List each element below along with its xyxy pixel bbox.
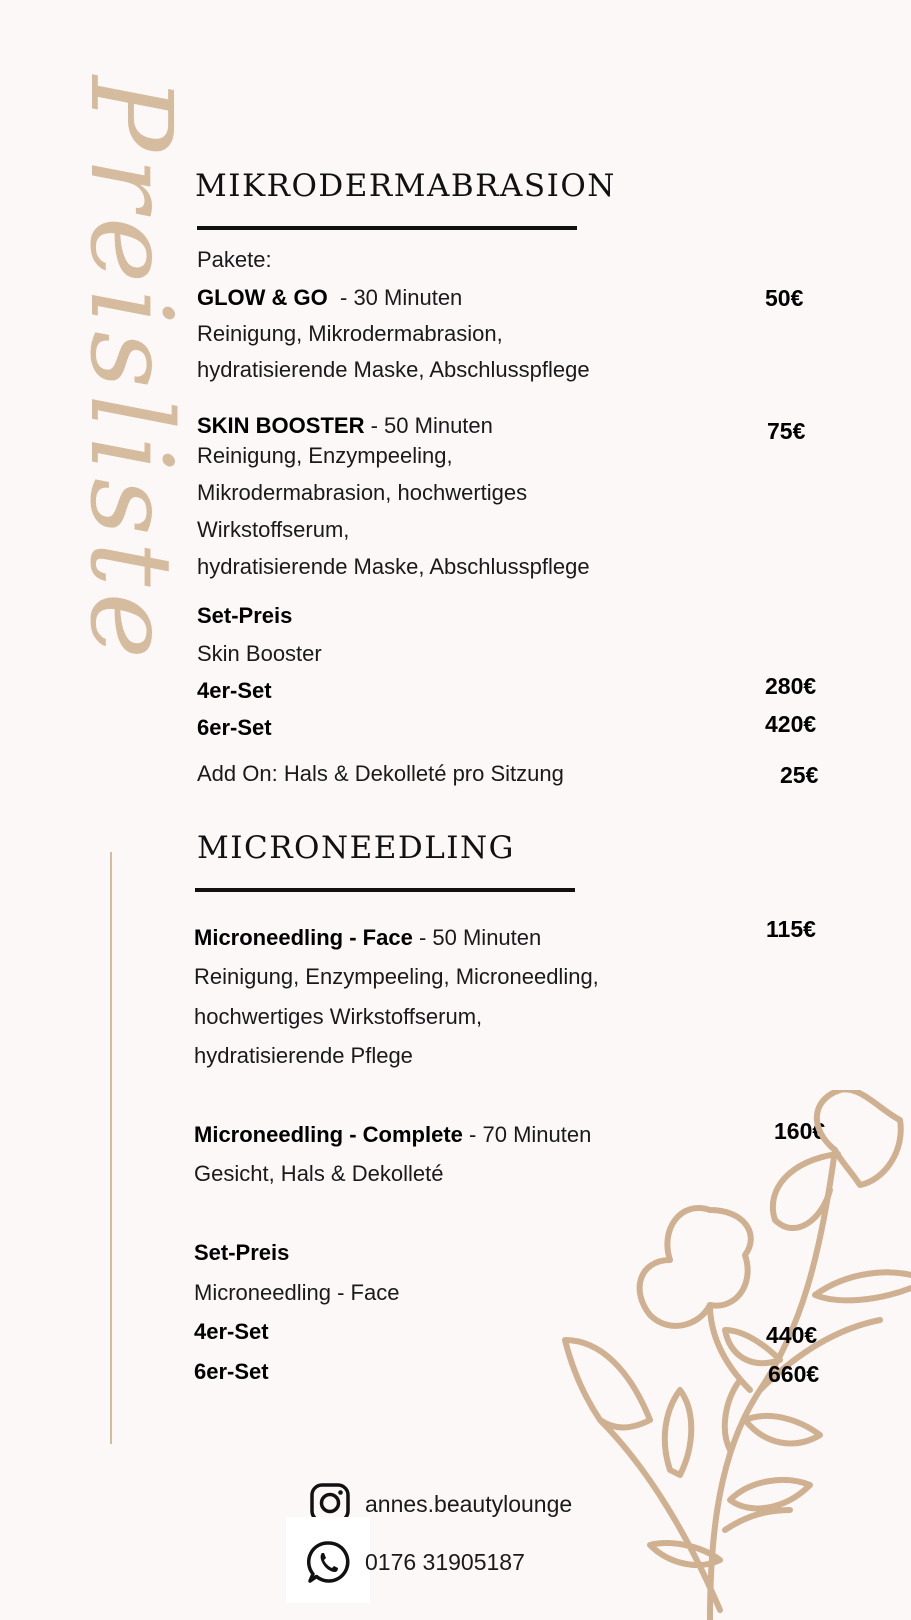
skin-desc-3: Wirkstoffserum,: [197, 517, 350, 542]
face-desc-3: hydratisierende Pflege: [194, 1043, 413, 1068]
botanical-decoration: [560, 1090, 911, 1620]
glow-duration: - 30 Minuten: [340, 285, 463, 310]
addon-label: Add On: Hals & Dekolleté pro Sitzung: [197, 761, 564, 786]
micro-set-subtitle: Microneedling - Face: [194, 1280, 400, 1305]
face-desc-2: hochwertiges Wirkstoffserum,: [194, 1004, 483, 1029]
micro-set-6-price: 660€: [768, 1361, 820, 1387]
complete-price: 160€: [774, 1118, 826, 1144]
skin-desc-2: Mikrodermabrasion, hochwertiges: [197, 480, 528, 505]
addon-price: 25€: [780, 762, 819, 788]
face-desc-1: Reinigung, Enzympeeling, Microneedling,: [194, 964, 599, 989]
mikro-set-title: Set-Preis: [197, 603, 293, 628]
glow-name: GLOW & GO: [197, 285, 328, 310]
glow-desc-2: hydratisierende Maske, Abschlusspflege: [197, 357, 590, 382]
face-line: [194, 920, 541, 956]
instagram-handle[interactable]: annes.beautylounge: [365, 1491, 573, 1517]
face-price: 115€: [766, 916, 816, 942]
mikro-set-6: 6er-Set: [197, 715, 272, 740]
face-duration: - 50 Minuten: [418, 925, 542, 950]
complete-duration: - 70 Minuten: [469, 1122, 592, 1147]
mikro-set-4-price: 280€: [765, 673, 817, 699]
side-divider: [110, 852, 112, 1444]
phone-number[interactable]: 0176 31905187: [365, 1549, 525, 1575]
micro-set-title: Set-Preis: [194, 1240, 290, 1265]
side-title: [60, 60, 200, 800]
mikro-set-4: 4er-Set: [197, 678, 272, 703]
side-title-text: Preisliste: [65, 76, 195, 665]
whatsapp-icon: [306, 1539, 352, 1585]
complete-name: Microneedling - Complete: [194, 1122, 463, 1147]
glow-price: 50€: [765, 285, 804, 311]
micro-heading: MICRONEEDLING: [197, 830, 515, 866]
skin-desc-1: Reinigung, Enzympeeling,: [197, 443, 453, 468]
mikro-set-6-price: 420€: [765, 711, 817, 737]
skin-name: SKIN BOOSTER: [197, 413, 365, 438]
micro-heading-rule: [195, 888, 575, 892]
mikro-heading: MIKRODERMABRASION: [195, 168, 616, 204]
micro-set-4-price: 440€: [766, 1322, 818, 1348]
mikro-set-subtitle: Skin Booster: [197, 641, 322, 666]
skin-duration: - 50 Minuten: [370, 413, 493, 438]
complete-line: [194, 1117, 591, 1153]
skin-desc-4: hydratisierende Maske, Abschlusspflege: [197, 554, 590, 579]
complete-desc-1: Gesicht, Hals & Dekolleté: [194, 1161, 444, 1186]
micro-set-4: 4er-Set: [194, 1319, 269, 1344]
skin-price: 75€: [767, 418, 806, 444]
mikro-heading-rule: [197, 226, 577, 230]
glow-desc-1: Reinigung, Mikrodermabrasion,: [197, 321, 503, 346]
face-name: Microneedling - Face: [194, 925, 413, 950]
pakete-label: Pakete:: [197, 247, 272, 272]
glow-line: [197, 280, 462, 316]
micro-set-6: 6er-Set: [194, 1359, 269, 1384]
